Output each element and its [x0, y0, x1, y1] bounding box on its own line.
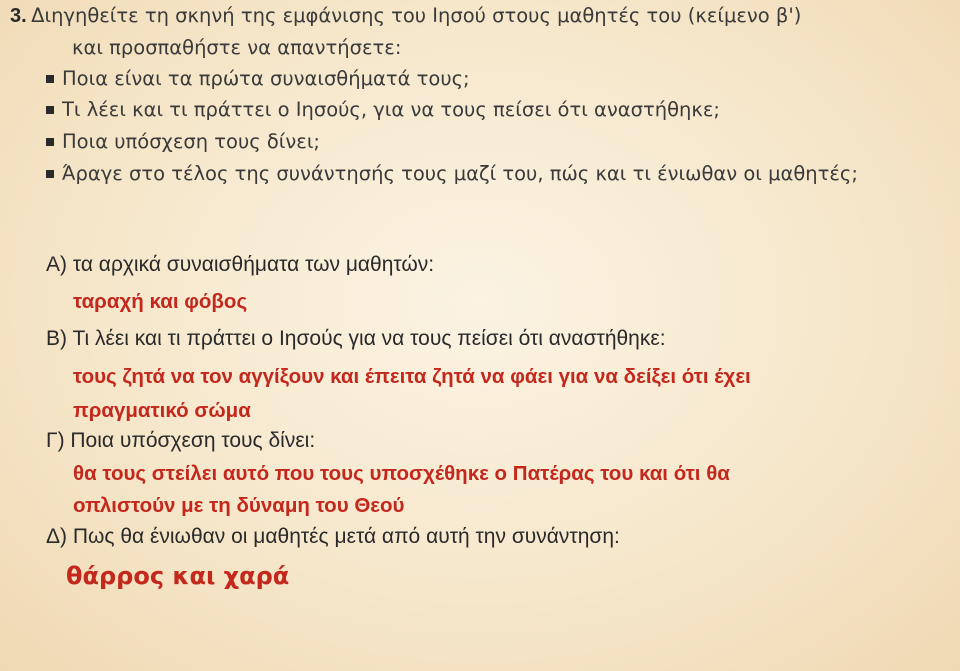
bullet-text: Ποια υπόσχεση τους δίνει;: [62, 130, 321, 153]
answer-c-text-2: οπλιστούν με τη δύναμη του Θεού: [73, 494, 405, 517]
answer-a-text: ταραχή και φόβος: [73, 290, 248, 313]
bullet-text: Ποια είναι τα πρώτα συναισθήματά τους;: [62, 67, 470, 90]
answer-b-text-1: τους ζητά να τον αγγίξουν και έπειτα ζητά να φάει για να δείξει ότι έχει: [73, 365, 751, 388]
question-text-line-2: και προσπαθήστε να απαντήσετε:: [72, 36, 402, 59]
square-bullet-icon: [46, 106, 54, 114]
answer-d-label: Δ) Πως θα ένιωθαν οι μαθητές μετά από αυτή την συνάντηση:: [46, 525, 620, 548]
bullet-text: Τι λέει και τι πράττει ο Ιησούς, για να τους πείσει ότι αναστήθηκε;: [62, 98, 720, 121]
question-text-line-1: Διηγηθείτε τη σκηνή της εμφάνισης του Ιησού στους μαθητές του (κείμενο β'): [31, 4, 802, 27]
square-bullet-icon: [46, 170, 54, 178]
bullet-item-4: [46, 162, 858, 185]
bullet-item-2: [46, 98, 720, 121]
answer-d-text: θάρρος και χαρά: [66, 562, 290, 590]
question-line-1: [10, 4, 801, 28]
square-bullet-icon: [46, 75, 54, 83]
bullet-item-3: [46, 130, 320, 153]
answer-c-label: Γ) Ποια υπόσχεση τους δίνει:: [46, 429, 316, 452]
answer-b-label: Β) Τι λέει και τι πράττει ο Ιησούς για να τους πείσει ότι αναστήθηκε:: [46, 327, 666, 350]
square-bullet-icon: [46, 138, 54, 146]
answer-a-label: Α) τα αρχικά συναισθήματα των μαθητών:: [46, 253, 435, 276]
bullet-item-1: [46, 67, 470, 90]
question-number: 3.: [10, 5, 27, 27]
answer-c-text-1: θα τους στείλει αυτό που τους υποσχέθηκε ο Πατέρας του και ότι θα: [73, 462, 730, 485]
bullet-text: Άραγε στο τέλος της συνάντησής τους μαζί του, πώς και τι ένιωθαν οι μαθητές;: [62, 162, 858, 185]
answer-b-text-2: πραγματικό σώμα: [73, 399, 251, 422]
